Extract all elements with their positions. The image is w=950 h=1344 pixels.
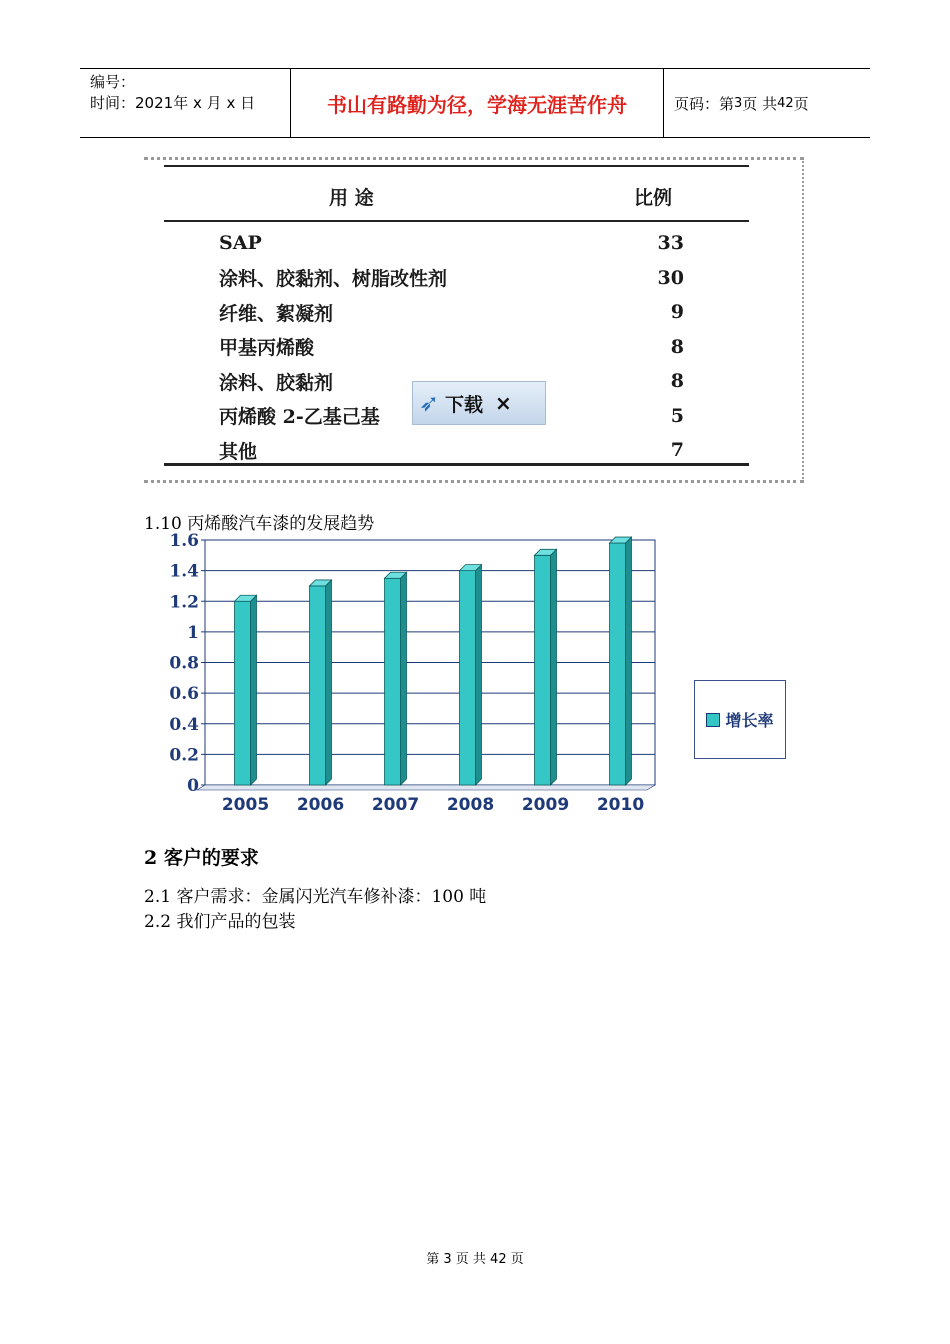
y-tick-label: 1.6 <box>169 531 199 551</box>
row-ratio: 5 <box>670 404 684 427</box>
table-row <box>219 263 684 293</box>
row-ratio: 7 <box>670 439 684 461</box>
table-row <box>219 435 684 465</box>
row-ratio: 9 <box>670 301 684 323</box>
x-tick-label: 2009 <box>521 795 570 815</box>
time-day: 日 <box>240 94 256 112</box>
x-tick-label: 2008 <box>446 795 495 815</box>
table-header-rule <box>164 220 749 222</box>
y-tick-label: 0.8 <box>169 653 199 674</box>
close-icon[interactable]: × <box>495 391 512 415</box>
row-use: 其他 <box>219 440 258 463</box>
download-arrow-icon: ➶ <box>418 389 440 417</box>
header-page-info <box>664 69 870 137</box>
bar <box>385 578 401 785</box>
col-header-ratio: 比例 <box>634 187 673 209</box>
y-tick-label: 1.4 <box>169 561 199 582</box>
row-use: 纤维、絮凝剂 <box>219 302 334 325</box>
bar-side <box>476 565 482 785</box>
download-label: 下载 <box>445 393 484 416</box>
bar-side <box>326 580 332 785</box>
row-ratio: 30 <box>657 266 684 289</box>
x-tick-label: 2006 <box>296 795 345 815</box>
page-mid: 页 共 <box>742 94 778 113</box>
section-1-10-title: 1.10 丙烯酸汽车漆的发展趋势 <box>144 514 375 534</box>
bar <box>460 571 476 785</box>
bar <box>610 543 626 785</box>
time-line <box>90 93 290 114</box>
row-use: SAP <box>219 232 262 254</box>
row-ratio: 8 <box>670 370 684 392</box>
bar-side <box>251 595 257 785</box>
growth-bar-chart <box>160 530 800 825</box>
item-2-2: 2.2 我们产品的包装 <box>144 912 296 932</box>
table-top-rule <box>164 165 749 167</box>
bar-side <box>401 572 407 785</box>
page-end: 页 <box>793 94 809 113</box>
code-label: 编号： <box>90 73 136 91</box>
header-motto: 书山有路勤为径，学海无涯苦作舟 <box>291 69 664 137</box>
table-row <box>219 297 684 327</box>
header-meta <box>80 69 291 137</box>
y-tick-label: 0.2 <box>169 745 199 766</box>
row-ratio: 33 <box>657 232 684 254</box>
row-use: 涂料、胶黏剂 <box>219 371 334 394</box>
section-2-heading: 2 客户的要求 <box>144 847 259 869</box>
item-2-1: 2.1 客户需求：金属闪光汽车修补漆：100 吨 <box>144 887 487 907</box>
bar-side <box>551 549 557 785</box>
bar <box>310 586 326 785</box>
download-button[interactable] <box>412 381 546 425</box>
legend-swatch <box>706 713 720 727</box>
bar-side <box>626 537 632 785</box>
bar <box>235 601 251 785</box>
time-month-value: x <box>193 94 202 112</box>
page-label: 页码：第 <box>674 94 735 113</box>
bar <box>535 555 551 785</box>
x-tick-label: 2010 <box>596 795 645 815</box>
row-use: 丙烯酸 2-乙基己基 <box>219 406 380 428</box>
x-tick-label: 2005 <box>221 795 270 815</box>
table-bottom-rule <box>164 463 749 466</box>
page-number: 3 <box>734 95 743 111</box>
x-tick-label: 2007 <box>371 795 420 815</box>
y-tick-label: 0.4 <box>169 714 199 735</box>
row-use: 涂料、胶黏剂、树脂改性剂 <box>219 268 448 290</box>
legend-label: 增长率 <box>725 711 774 730</box>
page-footer: 第 3 页 共 42 页 <box>426 1252 524 1267</box>
time-year-value: 2021 <box>135 94 174 112</box>
time-day-value: x <box>226 94 236 112</box>
y-tick-label: 0 <box>187 776 199 796</box>
y-tick-label: 1.2 <box>169 592 199 613</box>
page-header <box>80 68 870 138</box>
y-tick-label: 1 <box>187 622 199 643</box>
table-row <box>219 332 684 362</box>
table-row <box>219 228 684 258</box>
usage-table-image <box>144 157 804 483</box>
y-tick-label: 0.6 <box>169 684 199 705</box>
plot-floor <box>197 785 655 790</box>
col-header-use: 用 途 <box>329 187 374 209</box>
time-year: 年 <box>173 94 189 112</box>
time-month: 月 <box>206 94 222 112</box>
time-label: 时间： <box>90 94 136 112</box>
page-total: 42 <box>777 95 794 111</box>
row-ratio: 8 <box>670 335 684 358</box>
chart-legend <box>694 680 786 759</box>
row-use: 甲基丙烯酸 <box>219 337 315 359</box>
